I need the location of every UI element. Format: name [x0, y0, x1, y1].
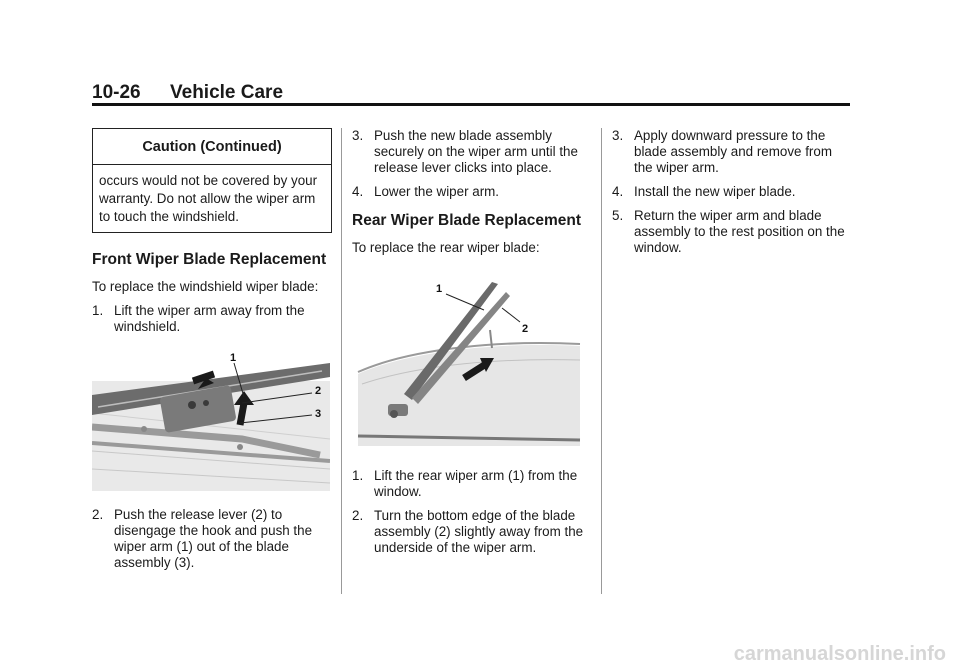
front-step-3	[352, 128, 586, 176]
step-text: Return the wiper arm and blade assembly to the rest position on the window.	[634, 208, 845, 255]
rear-step-4	[612, 184, 848, 200]
step-text: Push the new blade assembly securely on the wiper arm until the release lever clicks into place.	[374, 128, 578, 175]
column-1	[92, 128, 332, 579]
step-text: Install the new wiper blade.	[634, 184, 796, 199]
step-text: Lower the wiper arm.	[374, 184, 500, 199]
front-wiper-illustration	[92, 343, 330, 493]
column-3	[612, 128, 848, 264]
column-2	[352, 128, 586, 564]
section-title: Vehicle Care	[170, 82, 284, 103]
step-number: 4.	[612, 184, 624, 199]
rear-step-1	[352, 468, 586, 500]
step-number: 2.	[352, 508, 364, 523]
rear-wiper-figure	[352, 264, 586, 458]
callout-1: 1	[436, 283, 443, 295]
caution-box	[92, 128, 332, 233]
step-text: Turn the bottom edge of the blade assembly (2) slightly away from the underside of the wiper arm.	[374, 508, 584, 555]
column-divider	[601, 128, 602, 594]
front-wiper-figure	[92, 343, 332, 497]
step-text: Push the release lever (2) to disengage the hook and push the wiper arm (1) out of the blade assembly (3).	[114, 507, 313, 570]
step-number: 5.	[612, 208, 624, 223]
step-number: 4.	[352, 184, 364, 199]
step-text: Apply downward pressure to the blade assembly and remove from the wiper arm.	[634, 128, 832, 175]
callout-2: 2	[315, 385, 322, 397]
watermark: carmanualsonline.info	[733, 643, 946, 665]
rear-wiper-illustration	[352, 264, 582, 454]
rear-step-3	[612, 128, 848, 176]
callout-3: 3	[315, 408, 322, 420]
header-rule	[92, 103, 850, 106]
front-step-4	[352, 184, 586, 200]
rear-intro: To replace the rear wiper blade:	[352, 240, 540, 255]
page-number: 10-26	[92, 82, 141, 103]
step-number: 3.	[352, 128, 364, 143]
front-wiper-heading: Front Wiper Blade Replacement	[92, 251, 327, 268]
step-text: Lift the rear wiper arm (1) from the window.	[374, 468, 578, 499]
caution-body: occurs would not be covered by your warranty. Do not allow the wiper arm to touch the windshield.	[99, 173, 318, 224]
step-text: Lift the wiper arm away from the windshield.	[114, 303, 305, 334]
front-step-2	[92, 507, 332, 571]
rear-step-2	[352, 508, 586, 556]
caution-title: Caution (Continued)	[93, 129, 331, 165]
rear-step-5	[612, 208, 848, 256]
step-number: 1.	[92, 303, 104, 318]
column-divider	[341, 128, 342, 594]
step-number: 3.	[612, 128, 624, 143]
front-step-1	[92, 303, 332, 335]
callout-2: 2	[522, 323, 529, 335]
callout-1: 1	[230, 352, 237, 364]
step-number: 1.	[352, 468, 364, 483]
front-intro: To replace the windshield wiper blade:	[92, 279, 319, 294]
rear-wiper-heading: Rear Wiper Blade Replacement	[352, 212, 581, 229]
step-number: 2.	[92, 507, 104, 522]
